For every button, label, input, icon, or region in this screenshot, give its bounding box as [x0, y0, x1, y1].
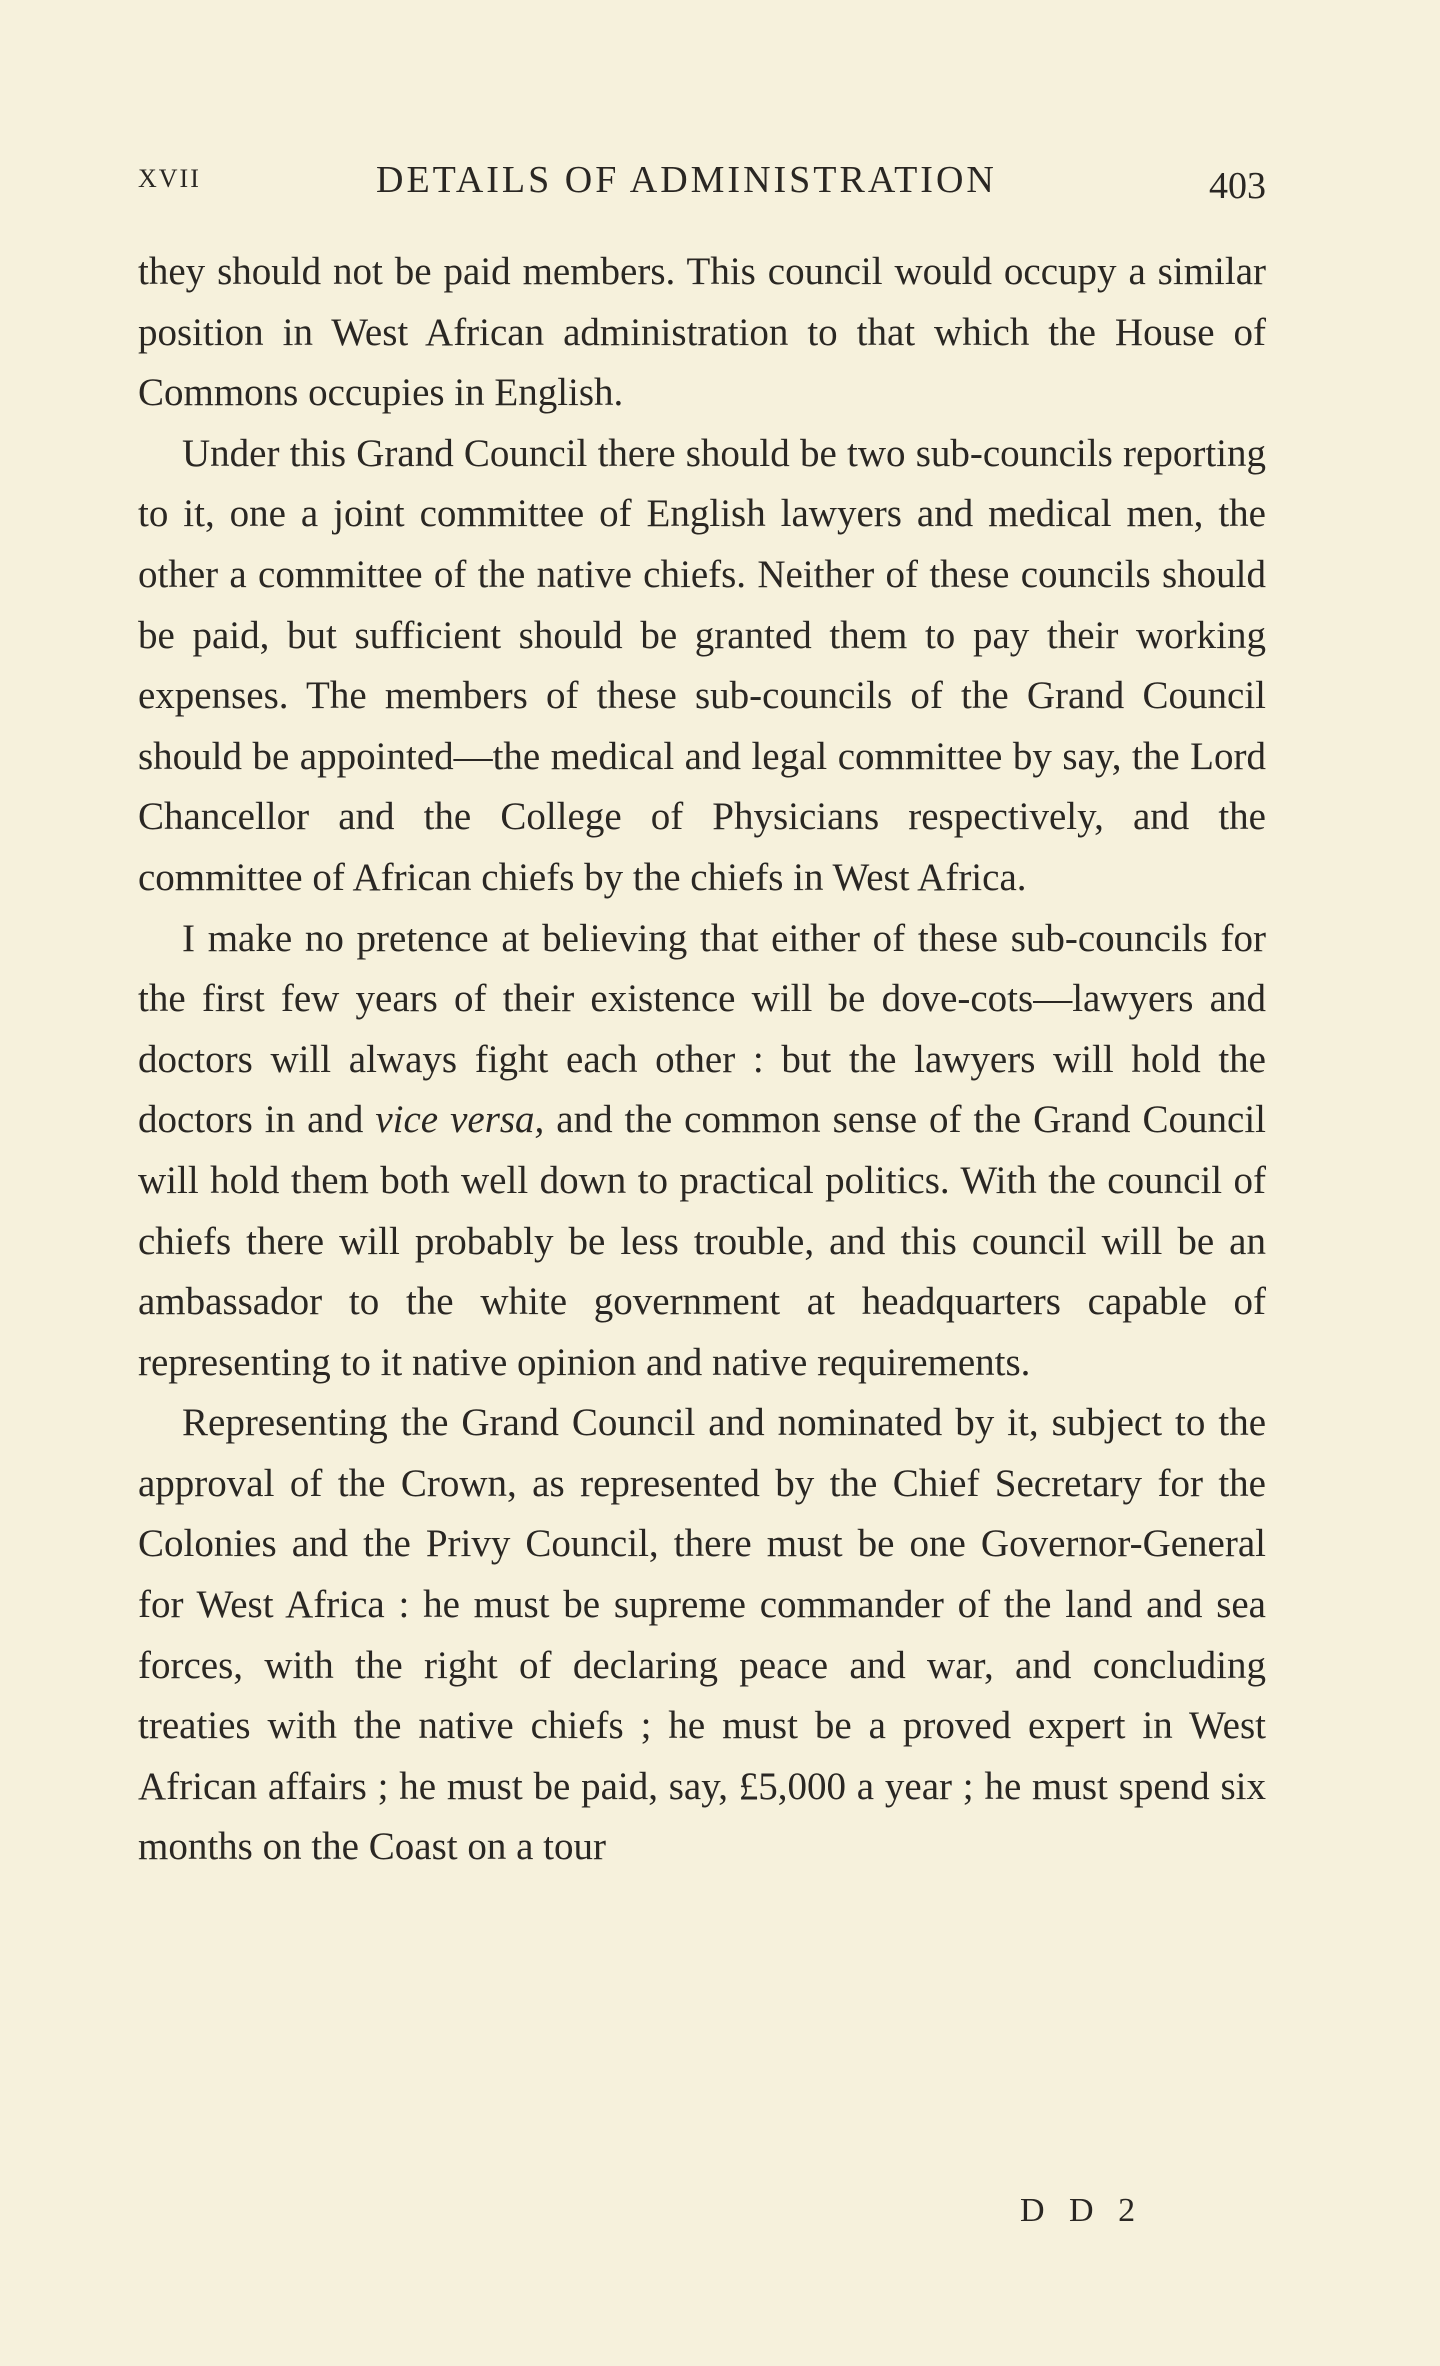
- running-head-title: DETAILS OF ADMINISTRATION: [376, 159, 997, 201]
- paragraph-text: and the common sense of the Grand Council will hold them both well down to practical politics. With the council of chiefs there will probably be less trouble, and this council will be an ambassador to the white government at headquarters capable of representing to it native opinion and native requirements.: [138, 1098, 1266, 1384]
- page-number: 403: [1209, 165, 1266, 207]
- running-head: [138, 158, 1266, 208]
- signature-mark: D D 2: [1020, 2192, 1144, 2229]
- paragraph-text: I make no pretence at believing that either of these sub-councils for the first few years of their existence will be dove-cots—lawyers and doctors will always fight each other : but the lawyers will hold the doctors in and: [138, 916, 1266, 1142]
- paragraph: Under this Grand Council there should be two sub-councils reporting to it, one a joint committee of English lawyers and medical men, the other a committee of the native chiefs. Neither of these councils should be paid, but sufficient should be granted them to pay their working expenses. The members of these sub-councils of the Grand Council should be appointed—the medical and legal committee by say, the Lord Chancellor and the College of Physicians respectively, and the committee of African chiefs by the chiefs in West Africa.: [138, 431, 1266, 899]
- chapter-number: XVII: [138, 164, 201, 193]
- body-text: [138, 242, 1266, 1878]
- italic-phrase: vice versa,: [375, 1098, 545, 1142]
- paragraph-continued: they should not be paid members. This council would occupy a similar position in West African administration to that which the House of Commons occupies in English.: [138, 250, 1266, 415]
- paragraph: [138, 909, 1266, 1394]
- paragraph: Representing the Grand Council and nominated by it, subject to the approval of the Crown, as represented by the Chief Secretary for the Colonies and the Privy Council, there must be one Governor-General for West Africa : he must be supreme commander of the land and sea forces, with the right of declaring peace and war, and concluding treaties with the native chiefs ; he must be a proved expert in West African affairs ; he must be paid, say, £5,000 a year ; he must spend six months on the Coast on a tour: [138, 1401, 1266, 1869]
